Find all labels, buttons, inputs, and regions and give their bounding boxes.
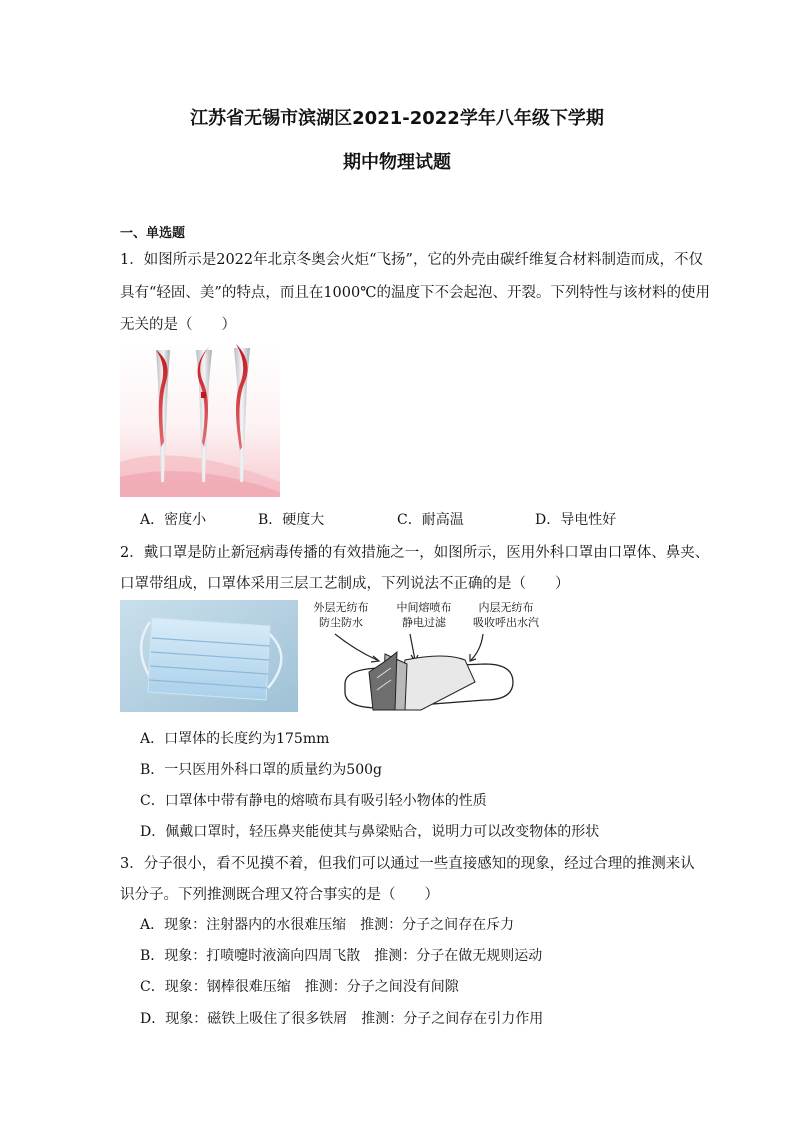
q2-line-2: 口罩带组成，口罩体采用三层工艺制成，下列说法不正确的是（ ） [120, 576, 570, 592]
q1-line-2: 具有“轻固、美”的特点，而且在1000℃的温度下不会起泡、开裂。下列特性与该材料的使用 [120, 285, 710, 301]
q3-option-c: C．现象：钢棒很难压缩 推测：分子之间没有间隙 [140, 979, 459, 995]
q1-option-d: D．导电性好 [535, 512, 617, 528]
torch-image [120, 342, 280, 497]
q3-option-d: D．现象：磁铁上吸住了很多铁屑 推测：分子之间存在引力作用 [140, 1011, 544, 1027]
q2-line-1: 2．戴口罩是防止新冠病毒传播的有效措施之一，如图所示，医用外科口罩由口罩体、鼻夹、 [120, 545, 710, 561]
q1-line-1: 1．如图所示是2022年北京冬奥会火炬“飞扬”，它的外壳由碳纤维复合材料制造而成，不仅 [120, 252, 703, 268]
q2-option-c: C．口罩体中带有静电的熔喷布具有吸引轻小物体的性质 [140, 793, 487, 809]
q1-line-3: 无关的是（ ） [120, 317, 236, 333]
inner-layer-label-1: 内层无纺布 [478, 601, 534, 614]
q2-option-a: A．口罩体的长度约为175mm [140, 731, 330, 747]
title-line-1: 江苏省无锡市滨湖区2021-2022学年八年级下学期 [190, 108, 604, 129]
middle-layer-label-2: 静电过滤 [402, 616, 446, 629]
q3-line-1: 3．分子很小，看不见摸不着，但我们可以通过一些直接感知的现象，经过合理的推测来认 [120, 856, 695, 872]
q3-option-b: B．现象：打喷嚏时液滴向四周飞散 推测：分子在做无规则运动 [140, 948, 543, 964]
q3-line-2: 识分子。下列推测既合理又符合事实的是（ ） [120, 887, 439, 903]
section-heading: 一、单选题 [120, 226, 186, 241]
inner-layer-label-2: 吸收呼出水汽 [473, 616, 539, 629]
q1-option-c: C．耐高温 [397, 512, 464, 528]
outer-layer-label-2: 防尘防水 [319, 616, 363, 629]
q2-option-b: B．一只医用外科口罩的质量约为500g [140, 762, 382, 778]
mask-photo [120, 600, 298, 712]
q3-option-a: A．现象：注射器内的水很难压缩 推测：分子之间存在斥力 [140, 917, 515, 933]
outer-layer-label-1: 外层无纺布 [313, 601, 369, 614]
middle-layer-label-1: 中间熔喷布 [396, 601, 452, 614]
q1-option-b: B．硬度大 [258, 512, 325, 528]
q2-option-d: D．佩戴口罩时，轻压鼻夹能使其与鼻梁贴合，说明力可以改变物体的形状 [140, 824, 600, 840]
title-line-2: 期中物理试题 [343, 152, 451, 173]
q1-option-a: A．密度小 [140, 512, 207, 528]
